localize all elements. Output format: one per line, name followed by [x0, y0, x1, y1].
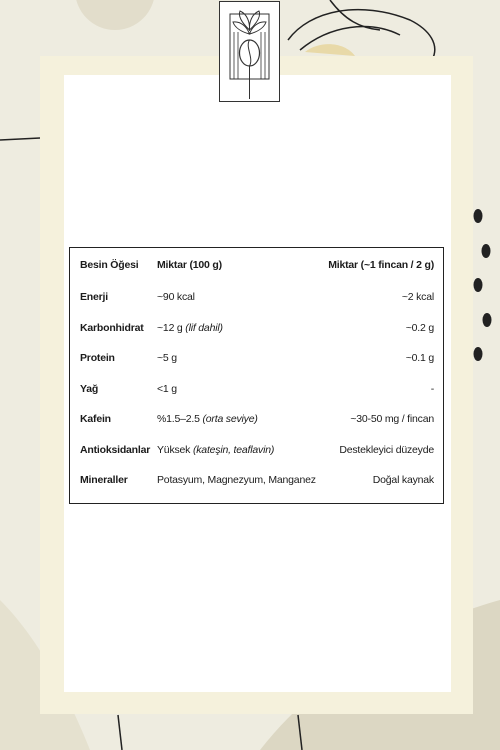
amount-per-cup: ~0.2 g: [405, 321, 434, 334]
amount-per-100g: ~12 g (lif dahil): [157, 321, 223, 334]
table-row: [70, 343, 443, 374]
table-header-row: [70, 248, 443, 282]
table-row: [70, 404, 443, 435]
amount-note: (kateşin, teaflavin): [192, 443, 275, 456]
nutrient-name: Protein: [80, 352, 115, 365]
amount-per-cup: ~2 kcal: [401, 291, 434, 304]
amount-per-100g: <1 g: [157, 382, 177, 395]
table-row: [70, 435, 443, 466]
coffee-bean-leaf-icon: [220, 2, 279, 101]
nutrition-table-grid: [70, 248, 443, 496]
nutrient-name: Yağ: [80, 382, 99, 395]
amount-per-100g: Potasyum, Magnezyum, Manganez: [157, 474, 316, 487]
amount-per-cup: -: [430, 382, 434, 395]
nutrient-name: Kafein: [80, 413, 111, 426]
amount-note: (orta seviye): [202, 413, 258, 426]
nutrient-name: Mineraller: [80, 474, 128, 487]
amount-per-cup: Doğal kaynak: [372, 474, 434, 487]
amount-per-100g: Yüksek (kateşin, teaflavin): [157, 443, 275, 456]
amount-per-100g: %1.5–2.5 (orta seviye): [157, 413, 258, 426]
table-row: [70, 282, 443, 313]
nutrition-table: [69, 247, 444, 504]
table-row: [70, 374, 443, 405]
table-row: [70, 313, 443, 344]
nutrient-name: Karbonhidrat: [80, 321, 144, 334]
header-per-cup: Miktar (~1 fincan / 2 g): [328, 259, 434, 271]
amount-per-cup: Destekleyici düzeyde: [339, 443, 434, 456]
amount-per-100g: ~5 g: [157, 352, 177, 365]
header-nutrient: Besin Öğesi: [80, 259, 139, 271]
header-per-100g: Miktar (100 g): [157, 259, 222, 271]
nutrient-name: Enerji: [80, 291, 108, 304]
amount-per-100g: ~90 kcal: [157, 291, 195, 304]
table-row: [70, 465, 443, 496]
amount-per-cup: ~30-50 mg / fincan: [350, 413, 434, 426]
nutrient-name: Antioksidanlar: [80, 443, 151, 456]
logo: [219, 1, 280, 102]
amount-note: (lif dahil): [185, 321, 223, 334]
amount-per-cup: ~0.1 g: [405, 352, 434, 365]
